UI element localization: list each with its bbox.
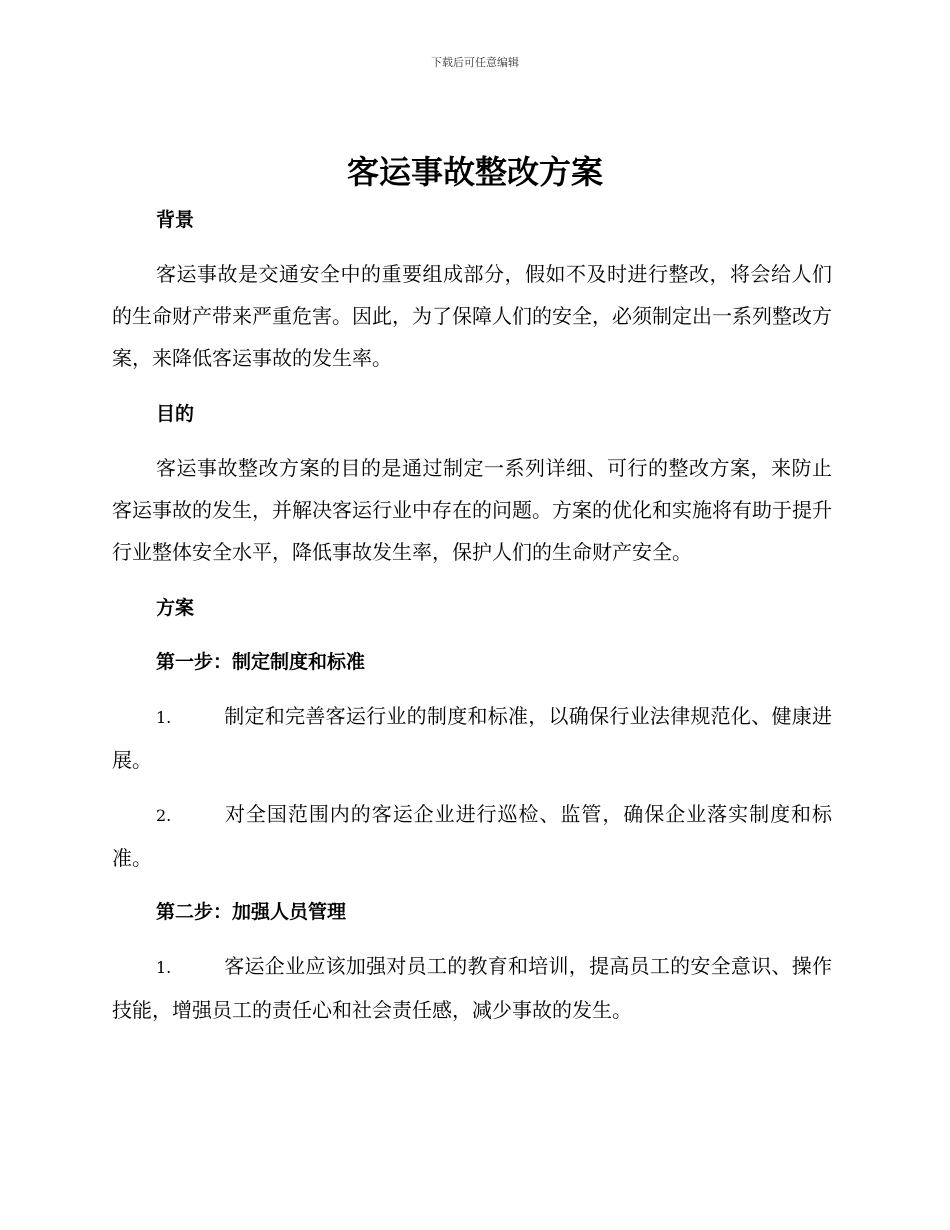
list-item-text: 制定和完善客运行业的制度和标准，以确保行业法律规范化、健康进展。 — [112, 704, 832, 772]
section-heading-background: 背景 — [156, 209, 195, 231]
list-number: 1. — [156, 708, 172, 727]
list-item-text: 客运企业应该加强对员工的教育和培训，提高员工的安全意识、操作技能，增强员工的责任心和社会责任感，减少事故的发生。 — [112, 954, 832, 1022]
list-number: 2. — [156, 806, 172, 825]
document-body — [112, 199, 832, 1031]
list-item — [112, 793, 832, 879]
list-item — [112, 695, 832, 781]
document-title: 客运事故整改方案 — [346, 153, 603, 191]
header-note: 下载后可任意编辑 — [431, 56, 519, 69]
list-number: 1. — [156, 958, 172, 977]
purpose-paragraph: 客运事故整改方案的目的是通过制定一系列详细、可行的整改方案，来防止客运事故的发生，并解决客运行业中存在的问题。方案的优化和实施将有助于提升行业整体安全水平，降低事故发生率，保护人们的生命财产安全。 — [112, 456, 832, 564]
section-heading-purpose: 目的 — [156, 403, 195, 425]
section-heading-plan: 方案 — [156, 597, 195, 619]
step1-heading: 第一步：制定制度和标准 — [156, 651, 366, 673]
list-item — [112, 945, 832, 1031]
background-paragraph: 客运事故是交通安全中的重要组成部分，假如不及时进行整改，将会给人们的生命财产带来严重危害。因此，为了保障人们的安全，必须制定出一系列整改方案，来降低客运事故的发生率。 — [112, 262, 832, 370]
list-item-text: 对全国范围内的客运企业进行巡检、监管，确保企业落实制度和标准。 — [112, 802, 832, 870]
step2-heading: 第二步：加强人员管理 — [156, 901, 347, 923]
